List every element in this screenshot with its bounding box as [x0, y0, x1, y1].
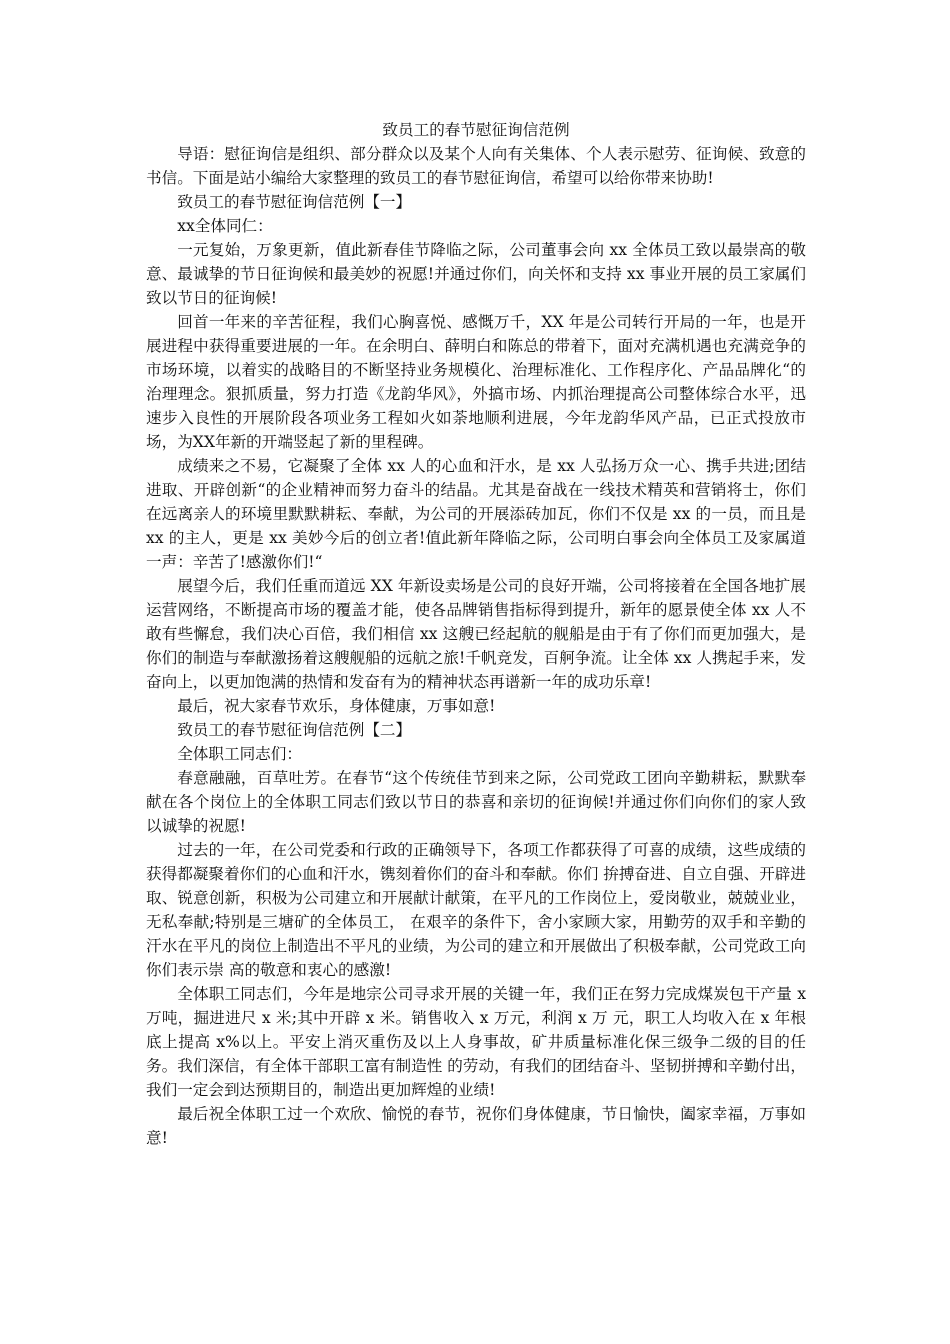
document-title: 致员工的春节慰征询信范例 — [382, 121, 570, 139]
body-paragraph: 一元复始，万象更新，值此新春佳节降临之际，公司董事会向 xx 全体员工致以最崇高的敬意、最诚挚的节日征询候和最美妙的祝愿!并通过你们，向关怀和支持 xx 事业开展的员工家属们致以节日的征询候! — [146, 241, 806, 307]
salutation-one: xx全体同仁： — [177, 217, 273, 235]
section-heading-two: 致员工的春节慰征询信范例【二】 — [177, 721, 412, 739]
salutation-two: 全体职工同志们： — [177, 745, 302, 763]
body-paragraph: 回首一年来的辛苦征程，我们心胸喜悦、感慨万千，XX 年是公司转行开局的一年，也是开展进程中获得重要进展的一年。在余明白、薛明白和陈总的带着下，面对充满机遇也充满竞争的市场环境，以着实的战略目的不断坚持业务规模化、治理标准化、工作程序化、产品品牌化“的治理理念。狠抓质量，努力打造《龙韵华风》，外搞市场、内抓治理提高公司整体综合水平，迅速步入良性的开展阶段各项业务工程如火如荼地顺利进展，今年龙韵华风产品，已正式投放市场，为XX年新的开端竖起了新的里程碑。 — [146, 313, 806, 451]
body-paragraph: 成绩来之不易，它凝聚了全体 xx 人的心血和汗水，是 xx 人弘扬万众一心、携手共进;团结进取、开辟创新“的企业精神而努力奋斗的结晶。尤其是奋战在一线技术精英和营销将士，你们在远离亲人的环境里默默耕耘、奉献，为公司的开展添砖加瓦，你们不仅是 xx 的一员，而且是 xx 的主人，更是 xx 美妙今后的创立者!值此新年降临之际，公司明白事会向全体员工及家属道一声：辛苦了!感激你们!“ — [146, 457, 806, 571]
document-page — [146, 118, 806, 1150]
body-paragraph: 春意融融，百草吐芳。在春节“这个传统佳节到来之际，公司党政工团向辛勤耕耘，默默奉献在各个岗位上的全体职工同志们致以节日的恭喜和亲切的征询候!并通过你们向你们的家人致以诚挚的祝愿! — [146, 769, 806, 835]
closing-paragraph-one: 最后，祝大家春节欢乐，身体健康，万事如意! — [177, 697, 496, 715]
body-paragraph: 过去的一年，在公司党委和行政的正确领导下，各项工作都获得了可喜的成绩，这些成绩的获得都凝聚着你们的心血和汗水，镌刻着你们的奋斗和奉献。你们 拚搏奋进、自立自强、开辟进取、锐意创新，积极为公司建立和开展献计献策，在平凡的工作岗位上，爱岗敬业，兢兢业业，无私奉献;特别是三塘矿的全体员工， 在艰辛的条件下，舍小家顾大家，用勤劳的双手和辛勤的汗水在平凡的岗位上制造出不平凡的业绩，为公司的建立和开展做出了积极奉献，公司党政工向你们表示崇 高的敬意和衷心的感激! — [146, 841, 806, 979]
intro-paragraph: 导语：慰征询信是组织、部分群众以及某个人向有关集体、个人表示慰劳、征询候、致意的书信。下面是站小编给大家整理的致员工的春节慰征询信，希望可以给你带来协助! — [146, 145, 806, 187]
body-paragraph: 全体职工同志们，今年是地宗公司寻求开展的关键一年，我们正在努力完成煤炭包干产量 x 万吨，掘进进尺 x 米;其中开辟 x 米。销售收入 x 万元，利润 x 万 元，职工人均收入在 x 年根底上提高 x%以上。平安上消灭重伤及以上人身事故，矿井质量标准化保三级争二级的目的任务。我们深信，有全体干部职工富有制造性 的劳动，有我们的团结奋斗、坚韧拼搏和辛勤付出，我们一定会到达预期目的，制造出更加辉煌的业绩! — [146, 985, 806, 1099]
closing-paragraph-two: 最后祝全体职工过一个欢欣、愉悦的春节，祝你们身体健康，节日愉快，阖家幸福，万事如意! — [146, 1105, 806, 1147]
section-heading-one: 致员工的春节慰征询信范例【一】 — [177, 193, 412, 211]
body-paragraph: 展望今后，我们任重而道远 XX 年新设卖场是公司的良好开端，公司将接着在全国各地扩展运营网络，不断提高市场的覆盖才能，使各品牌销售指标得到提升，新年的愿景使全体 xx 人不敢有些懈怠，我们决心百倍，我们相信 xx 这艘已经起航的舰船是由于有了你们而更加强大，是你们的制造与奉献激扬着这艘舰船的远航之旅!千帆竞发，百舸争流。让全体 xx 人携起手来，发奋向上，以更加饱满的热情和发奋有为的精神状态再谱新一年的成功乐章! — [146, 577, 806, 691]
